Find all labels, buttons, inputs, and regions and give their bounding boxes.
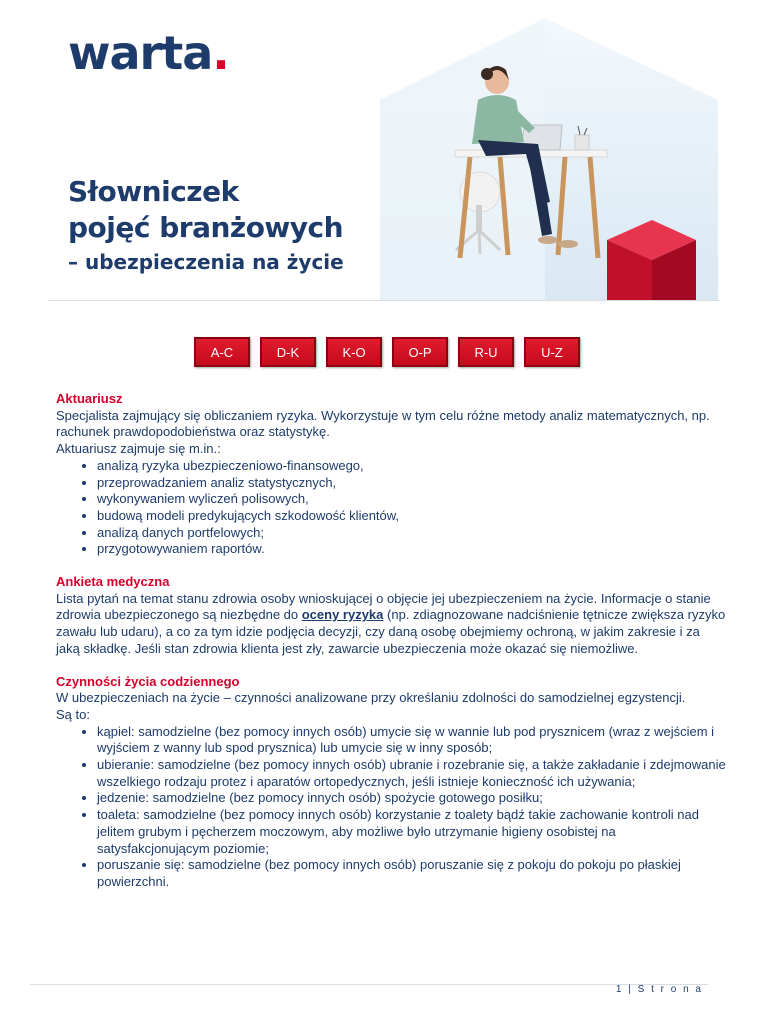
list-item: • jedzenie: samodzielne (bez pomocy innych osób) spożycie gotowego posiłku;	[97, 790, 726, 807]
glossary-entry-aktuariusz	[56, 391, 726, 558]
list-item: • poruszanie się: samodzielne (bez pomocy innych osób) poruszanie się z pokoju do pokoju po płaskiej powierzchni.	[97, 857, 726, 890]
footer-divider	[30, 984, 708, 985]
list-item: • przeprowadzaniem analiz statystycznych,	[97, 475, 726, 492]
term-heading: Aktuariusz	[56, 391, 123, 406]
list-item: • analizą ryzyka ubezpieczeniowo-finansowego,	[97, 458, 726, 475]
term-intro: Są to:	[56, 706, 90, 722]
title-line-2: pojęć branżowych	[68, 211, 344, 244]
list-item: • kąpiel: samodzielne (bez pomocy innych osób) umycie się w wannie lub pod prysznicem (wraz z wejściem i wyjściem z wanny lub spod prysznica) lub umycie się w inny sposób;	[97, 724, 726, 757]
warta-logo[interactable]: warta.	[68, 26, 229, 80]
nav-button-r-u[interactable]: R-U	[458, 337, 514, 367]
term-definition: W ubezpieczeniach na życie – czynności analizowane przy określaniu zdolności do samodzielnej egzystencji.	[56, 690, 686, 706]
term-definition: Specjalista zajmujący się obliczaniem ryzyka. Wykorzystuje w tym celu różne metody analiz matematycznych, np. rachunek prawdopodobieństwa oraz statystykę.	[56, 407, 710, 440]
term-heading: Czynności życia codziennego	[56, 673, 240, 689]
glossary-content	[56, 391, 726, 907]
alphabet-nav	[194, 337, 580, 367]
list-item: • toaleta: samodzielne (bez pomocy innych osób) korzystanie z toalety bądź takie zachowanie kontroli nad jelitem grubym i pęcherzem moczowym, aby możliwe było utrzymanie higieny osobistej na satysfakcjonującym poziomie;	[97, 807, 726, 857]
glossary-entry-ankieta-medyczna	[56, 574, 726, 658]
title-subtitle: – ubezpieczenia na życie	[68, 250, 344, 274]
glossary-entry-czynnosci	[56, 674, 726, 891]
term-definition: Lista pytań na temat stanu zdrowia osoby wnioskującej o objęcie jej ubezpieczeniem na życie. Informacje o stanie zdrowia ubezpieczonego są niezbędne do oceny ryzyka (np. zdiagnozowane nadciśnienie tętnicze zwiększa ryzyko zawału lub udaru), a co za tym idzie podjęcia decyzji, czy daną osobę obejmiemy ochroną, w jakim zakresie i za jaką składkę. Jeśli stan zdrowia klienta jest zły, zawarcie ubezpieczenia może okazać się niemożliwe.	[56, 590, 726, 656]
nav-button-a-c[interactable]: A-C	[194, 337, 250, 367]
term-list	[56, 458, 726, 558]
term-intro: Aktuariusz zajmuje się m.in.:	[56, 441, 221, 457]
header-divider	[48, 300, 720, 301]
oceny-ryzyka-link[interactable]: oceny ryzyka	[301, 607, 384, 623]
nav-button-d-k[interactable]: D-K	[260, 337, 316, 367]
list-item: • budową modeli predykujących szkodowość klientów,	[97, 508, 726, 525]
list-item: • przygotowywaniem raportów.	[97, 541, 726, 558]
title-line-1: Słowniczek	[68, 175, 239, 208]
list-item: • ubieranie: samodzielne (bez pomocy innych osób) ubranie i rozebranie się, a także zakładanie i zdejmowanie wszelkiego rodzaju protez i aparatów ortopedycznych, jeśli istnieje konieczność ich używania;	[97, 757, 726, 790]
page-title	[68, 174, 344, 274]
term-list	[56, 724, 726, 891]
nav-button-k-o[interactable]: K-O	[326, 337, 382, 367]
nav-button-o-p[interactable]: O-P	[392, 337, 448, 367]
list-item: • wykonywaniem wyliczeń polisowych,	[97, 491, 726, 508]
nav-button-u-z[interactable]: U-Z	[524, 337, 580, 367]
list-item: • analizą danych portfelowych;	[97, 525, 726, 542]
page-number: 1 | S t r o n a	[615, 984, 703, 995]
term-heading: Ankieta medyczna	[56, 574, 170, 590]
